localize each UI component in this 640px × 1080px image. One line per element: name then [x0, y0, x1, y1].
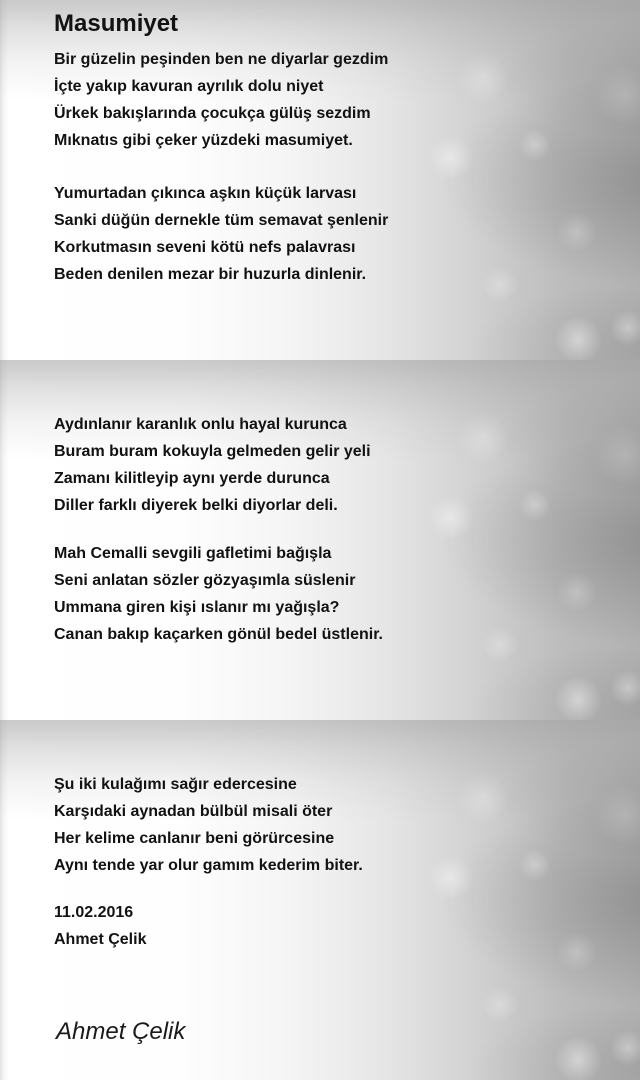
- poem-line: İçte yakıp kavuran ayrılık dolu niyet: [54, 78, 324, 95]
- poem-line: Mah Cemalli sevgili gafletimi bağışla: [54, 545, 332, 562]
- poem-meta: [54, 899, 146, 953]
- poem-date: 11.02.2016: [54, 904, 134, 921]
- poem-line: Seni anlatan sözler gözyaşımla süslenir: [54, 572, 356, 589]
- poem-line: Ummana giren kişi ıslanır mı yağışla?: [54, 599, 340, 616]
- stanza-2: [54, 180, 388, 288]
- poem-line: Aydınlanır karanlık onlu hayal kurunca: [54, 416, 347, 433]
- poem-line: Canan bakıp kaçarken gönül bedel üstlenir.: [54, 626, 383, 643]
- poem-line: Diller farklı diyerek belki diyorlar deli.: [54, 497, 338, 514]
- stanza-1: [54, 46, 388, 154]
- poem-title: Masumiyet: [54, 10, 179, 37]
- author-signature: Ahmet Çelik: [56, 1018, 186, 1045]
- poem-line: Aynı tende yar olur gamım kederim biter.: [54, 857, 363, 874]
- poem-line: Mıknatıs gibi çeker yüzdeki masumiyet.: [54, 132, 353, 149]
- poem-line: Karşıdaki aynadan bülbül misali öter: [54, 803, 333, 820]
- poem-line: Buram buram kokuyla gelmeden gelir yeli: [54, 443, 371, 460]
- poem-line: Sanki düğün dernekle tüm semavat şenlenir: [54, 212, 389, 229]
- poem-line: Korkutmasın seveni kötü nefs palavrası: [54, 239, 356, 256]
- poem-line: Zamanı kilitleyip aynı yerde durunca: [54, 470, 330, 487]
- poem-line: Ürkek bakışlarında çocukça gülüş sezdim: [54, 105, 371, 122]
- poem-line: Her kelime canlanır beni görürcesine: [54, 830, 335, 847]
- stanza-5: [54, 771, 363, 879]
- poem-line: Yumurtadan çıkınca aşkın küçük larvası: [54, 185, 357, 202]
- poem-line: Şu iki kulağımı sağır edercesine: [54, 776, 297, 793]
- stanza-3: [54, 411, 371, 519]
- poem-line: Beden denilen mezar bir huzurla dinlenir.: [54, 266, 367, 283]
- poem-author: Ahmet Çelik: [54, 931, 147, 948]
- poem-line: Bir güzelin peşinden ben ne diyarlar gezdim: [54, 51, 389, 68]
- stanza-4: [54, 540, 383, 648]
